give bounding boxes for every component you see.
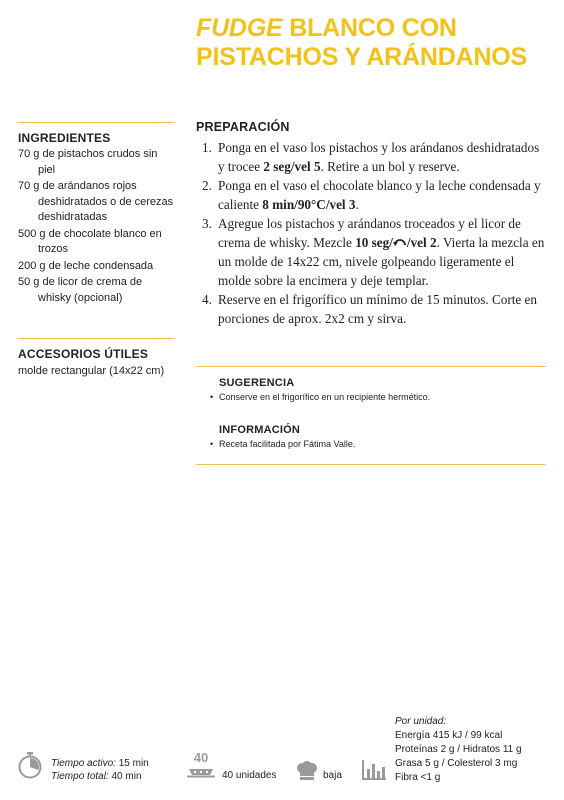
information-item (210, 438, 546, 451)
bullet-icon: • (210, 439, 214, 449)
step-text: Agregue los pistachos y arándanos troceados y el licor de crema de whisky. Mezcle (218, 216, 521, 250)
information-heading: INFORMACIÓN (219, 424, 301, 436)
ingredients-list (18, 147, 174, 306)
recipe-footer (0, 712, 564, 800)
portions-dish-icon (186, 766, 216, 778)
portions-number: 40 (193, 750, 209, 765)
accessories-heading: ACCESORIOS ÚTILES (18, 347, 149, 361)
ingredient-item: 200 g de leche condensada (18, 259, 154, 272)
ingredient-item: 50 g de licor de crema de whisky (opcional) (18, 276, 143, 304)
preparation-section (196, 120, 546, 328)
timer-icon (18, 752, 42, 779)
active-time-label: Tiempo activo: (51, 758, 116, 769)
ingredient-item: 70 g de arándanos rojos deshidratados o de cerezas deshidratadas (18, 180, 174, 223)
nutrition-info (395, 715, 522, 785)
information-text: Receta facilitada por Fátima Valle. (219, 439, 356, 449)
nutrition-line: Fibra <1 g (395, 772, 441, 783)
step-setting: 2 seg/vel 5 (263, 159, 321, 174)
tips-top-rule (196, 366, 546, 367)
recipe-title (196, 14, 556, 72)
total-time-label: Tiempo total: (51, 771, 109, 782)
preparation-step (196, 214, 546, 290)
step-number: 1. (202, 140, 212, 155)
preparation-step (196, 138, 546, 176)
nutrition-line: Grasa 5 g / Colesterol 3 mg (395, 758, 518, 769)
suggestion-heading: SUGERENCIA (219, 377, 295, 389)
step-text: . (355, 197, 359, 212)
chef-hat-icon (296, 761, 318, 781)
portions-text: 40 unidades (222, 770, 277, 781)
step-number: 2. (202, 178, 212, 193)
nutrition-line: Proteínas 2 g / Hidratos 11 g (395, 744, 522, 755)
step-setting: 8 min/90°C/vel 3 (262, 197, 356, 212)
tips-section (196, 366, 546, 465)
preparation-heading: PREPARACIÓN (196, 120, 290, 134)
suggestion-text: Conserve en el frigorífico en un recipiente hermético. (219, 392, 431, 402)
bullet-icon: • (210, 392, 214, 402)
ingredients-rule (18, 122, 174, 123)
nutrition-heading: Por unidad: (395, 716, 447, 727)
ingredient-item: 500 g de chocolate blanco en trozos (18, 227, 162, 255)
total-time-value: 40 min (108, 771, 142, 782)
accessories-section (18, 338, 174, 379)
recipe-title-rest: BLANCO CON PISTACHOS Y ARÁNDANOS (196, 14, 528, 71)
preparation-steps (196, 138, 546, 328)
step-text: Ponga en el vaso los pistachos y los arándanos deshidratados y trocee (218, 140, 540, 174)
nutrition-line: Energía 415 kJ / 99 kcal (395, 730, 503, 741)
step-number: 4. (202, 292, 212, 307)
preparation-step (196, 176, 546, 214)
reverse-rotation-icon (393, 237, 407, 248)
ingredients-section (18, 122, 174, 307)
step-text: . Retire a un bol y reserve. (320, 159, 460, 174)
accessories-rule (18, 338, 174, 339)
recipe-title-italic: FUDGE (196, 14, 283, 42)
step-text: Reserve en el frigorífico un mínimo de 15 minutos. Corte en porciones de aprox. 2x2 cm y sirva. (218, 292, 537, 326)
step-number: 3. (202, 216, 212, 231)
suggestion-item (210, 391, 546, 404)
preparation-step (196, 290, 546, 328)
time-info (51, 757, 149, 783)
step-text: Ponga en el vaso el chocolate blanco y la leche condensada y caliente (218, 178, 541, 212)
step-text: . Vierta la mezcla en un molde de 14x22 cm, nivele golpeando ligeramente el molde sobre la encimera y deje templar. (218, 235, 545, 288)
step-setting: /vel 2 (406, 235, 437, 250)
ingredients-heading: INGREDIENTES (18, 131, 111, 145)
step-setting: 10 seg/ (355, 235, 393, 250)
accessory-item: molde rectangular (14x22 cm) (18, 365, 165, 377)
tips-bottom-rule (196, 464, 546, 465)
nutrition-chart-icon (362, 760, 386, 780)
difficulty-text: baja (323, 770, 342, 781)
ingredient-item: 70 g de pistachos crudos sin piel (18, 148, 158, 176)
active-time-value: 15 min (115, 758, 149, 769)
